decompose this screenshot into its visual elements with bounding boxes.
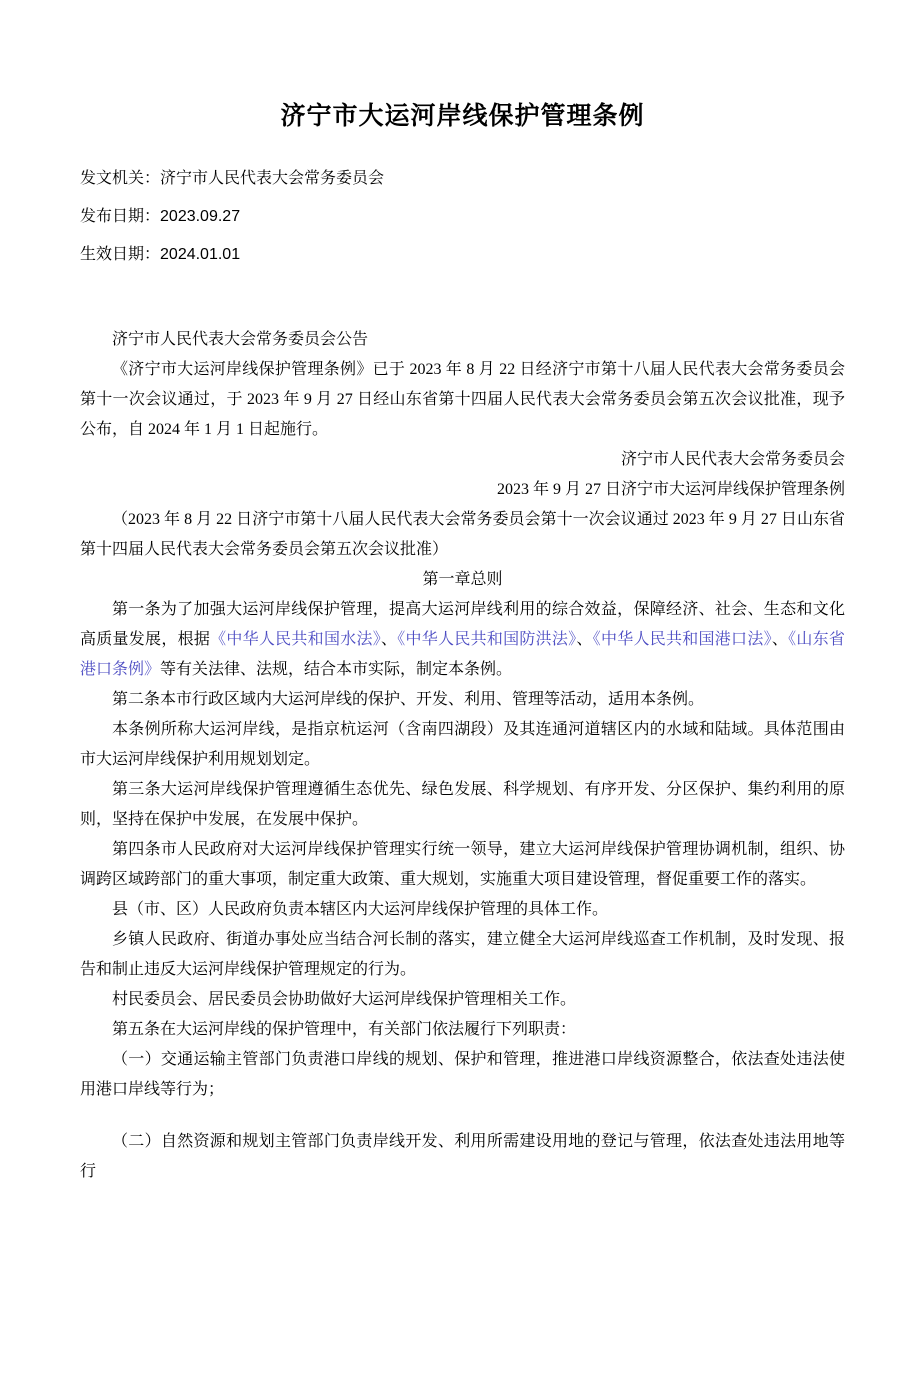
article-4-county-paragraph: 县（市、区）人民政府负责本辖区内大运河岸线保护管理的具体工作。 [112,901,609,918]
meta-publish-date-label: 发布日期： [80,208,161,225]
article-3-paragraph: 第三条大运河岸线保护管理遵循生态优先、绿色发展、科学规划、有序开发、分区保护、集约利用的原则，坚持在保护中发展，在发展中保护。 [80,781,845,828]
meta-publish-date-value: 2023.09.27 [160,208,241,225]
article-2-paragraph: 第二条本市行政区域内大运河岸线的保护、开发、利用、管理等活动，适用本条例。 [112,691,705,708]
adoption-note: （2023 年 8 月 22 日济宁市第十八届人民代表大会常务委员会第十一次会议通过 2023 年 9 月 27 日山东省第十四届人民代表大会常务委员会第五次会议批准） [80,511,845,558]
article-4-paragraph: 第四条市人民政府对大运河岸线保护管理实行统一领导，建立大运河岸线保护管理协调机制，组织、协调跨区域跨部门的重大事项，制定重大政策、重大规划，实施重大项目建设管理，督促重要工作的落实。 [80,841,845,888]
article-5-item-2-paragraph: （二）自然资源和规划主管部门负责岸线开发、利用所需建设用地的登记与管理，依法查处违法用地等行 [80,1133,845,1180]
meta-effective-date-value: 2024.01.01 [160,246,241,263]
meta-block [80,164,845,270]
article-1-lead: 第一条为了加强大运河岸线保护管理，提高大运河岸线利用的综合效益，保障经济、社会、生态和文化高质量发展，根据 [80,601,845,648]
article-4-committee-paragraph: 村民委员会、居民委员会协助做好大运河岸线保护管理相关工作。 [112,991,577,1008]
article-1-tail: 等有关法律、法规，结合本市实际，制定本条例。 [160,661,513,678]
document-body [80,325,845,1187]
article-2-definition-paragraph: 本条例所称大运河岸线，是指京杭运河（含南四湖段）及其连通河道辖区内的水域和陆域。具体范围由市大运河岸线保护利用规划划定。 [80,721,845,768]
signature-line: 济宁市人民代表大会常务委员会 [620,451,845,468]
document-title: 济宁市大运河岸线保护管理条例 [280,103,645,130]
law-link-port-law[interactable]: 《中华人民共和国港口法》 [592,631,772,648]
link-separator: 、 [381,631,398,648]
article-1-paragraph [80,595,845,685]
law-link-water-law[interactable]: 《中华人民共和国水法》 [210,631,381,648]
law-link-shandong-port-regulation[interactable]: 《山东省港口条例》 [80,631,845,678]
law-link-flood-control-law[interactable]: 《中华人民共和国防洪法》 [397,631,577,648]
article-5-item-1-paragraph: （一）交通运输主管部门负责港口岸线的规划、保护和管理，推进港口岸线资源整合，依法查处违法使用港口岸线等行为； [80,1051,845,1098]
signature-date-line: 2023 年 9 月 27 日济宁市大运河岸线保护管理条例 [496,481,845,498]
meta-issuing-authority [80,164,845,194]
meta-effective-date [80,240,845,270]
article-4-township-paragraph: 乡镇人民政府、街道办事处应当结合河长制的落实，建立健全大运河岸线巡查工作机制，及时发现、报告和制止违反大运河岸线保护管理规定的行为。 [80,931,845,978]
chapter-one-heading: 第一章总则 [422,571,503,588]
meta-issuing-authority-value: 济宁市人民代表大会常务委员会 [160,170,385,187]
announcement-heading: 济宁市人民代表大会常务委员会公告 [112,331,369,348]
link-separator: 、 [771,631,789,648]
announcement-paragraph: 《济宁市大运河岸线保护管理条例》已于 2023 年 8 月 22 日经济宁市第十八届人民代表大会常务委员会第十一次会议通过，于 2023 年 9 月 27 日经山东省第十四届人民代表大会常务委员会第五次会议批准，现予公布，自 2024 年 1 月 1 日起施行。 [80,361,845,438]
meta-effective-date-label: 生效日期： [80,246,161,263]
meta-issuing-authority-label: 发文机关： [80,170,161,187]
document-page [0,97,920,1398]
meta-publish-date [80,202,845,232]
article-5-paragraph: 第五条在大运河岸线的保护管理中，有关部门依法履行下列职责： [112,1021,577,1038]
link-separator: 、 [576,631,593,648]
